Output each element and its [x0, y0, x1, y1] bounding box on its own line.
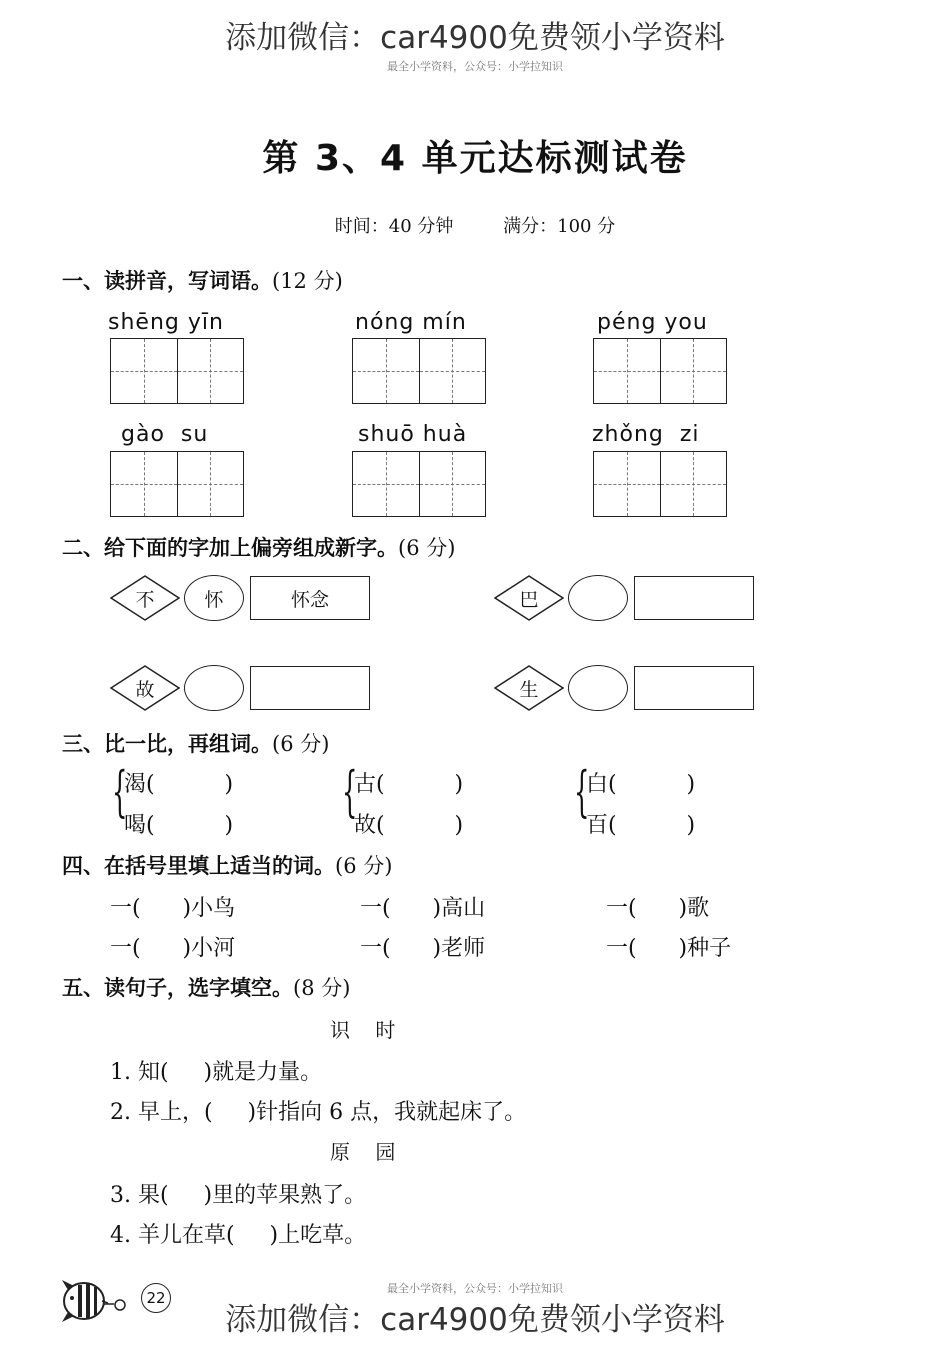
writing-grid-3[interactable] [593, 338, 727, 404]
word-box-4[interactable] [634, 666, 754, 710]
diamond-char-4: 生 [494, 665, 564, 711]
compare-2b[interactable]: 故( ) [354, 813, 464, 838]
fill-2[interactable]: 一( )高山 [360, 896, 486, 921]
page-title: 第 3、4 单元达标测试卷 [262, 138, 688, 179]
section5-heading: 五、读句子，选字填空。(8 分) [62, 976, 351, 1000]
writing-grid-5[interactable] [352, 451, 486, 517]
faint-footer: 最全小学资料，公众号：小学拉知识 [387, 1282, 563, 1295]
oval-char-3[interactable] [184, 665, 244, 711]
diamond-char-1: 不 [110, 575, 180, 621]
sentence-1[interactable]: 1. 知( )就是力量。 [110, 1060, 323, 1085]
fill-4[interactable]: 一( )小河 [110, 936, 236, 961]
brace-3: { [574, 760, 590, 823]
sentence-3[interactable]: 3. 果( )里的苹果熟了。 [110, 1183, 367, 1208]
section4-heading: 四、在括号里填上适当的词。(6 分) [62, 854, 393, 878]
writing-grid-1[interactable] [110, 338, 244, 404]
word-box-2[interactable] [634, 576, 754, 620]
oval-char-2[interactable] [568, 575, 628, 621]
score-label: 满分：100 分 [503, 216, 616, 237]
compare-3b[interactable]: 百( ) [586, 813, 696, 838]
fill-5[interactable]: 一( )老师 [360, 936, 486, 961]
word-box-3[interactable] [250, 666, 370, 710]
compare-1b[interactable]: 喝( ) [124, 813, 234, 838]
writing-grid-6[interactable] [593, 451, 727, 517]
choice-chars-1: 识 时 [330, 1018, 396, 1042]
diamond-char-3: 故 [110, 665, 180, 711]
pinyin-1: shēng yīn [108, 310, 224, 335]
diamond-char-2: 巴 [494, 575, 564, 621]
section3-heading: 三、比一比，再组词。(6 分) [62, 732, 330, 756]
compare-3a[interactable]: 白( ) [586, 772, 696, 797]
oval-char-4[interactable] [568, 665, 628, 711]
sentence-2[interactable]: 2. 早上，( )针指向 6 点，我就起床了。 [110, 1100, 527, 1125]
compare-2a[interactable]: 古( ) [354, 772, 464, 797]
pinyin-5: shuō huà [358, 422, 468, 447]
pinyin-4: gào su [121, 422, 209, 447]
watermark-bottom: 添加微信：car4900免费领小学资料 [225, 1302, 725, 1338]
exam-meta [0, 212, 950, 238]
section2-heading: 二、给下面的字加上偏旁组成新字。(6 分) [62, 536, 456, 560]
brace-1: { [112, 760, 128, 823]
pinyin-3: péng you [597, 310, 708, 335]
fill-3[interactable]: 一( )歌 [606, 896, 710, 921]
page-number: 22 [141, 1283, 171, 1313]
compare-1a[interactable]: 渴( ) [124, 772, 234, 797]
time-label: 时间：40 分钟 [334, 216, 454, 237]
oval-char-1[interactable]: 怀 [184, 575, 244, 621]
choice-chars-2: 原 园 [330, 1140, 396, 1164]
pinyin-2: nóng mín [355, 310, 467, 335]
fill-6[interactable]: 一( )种子 [606, 936, 732, 961]
faint-header: 最全小学资料，公众号：小学拉知识 [387, 60, 563, 73]
pinyin-6: zhǒng zi [592, 422, 700, 447]
section1-heading: 一、读拼音，写词语。(12 分) [62, 269, 343, 293]
watermark-top: 添加微信：car4900免费领小学资料 [225, 20, 725, 56]
writing-grid-4[interactable] [110, 451, 244, 517]
brace-2: { [342, 760, 358, 823]
fill-1[interactable]: 一( )小鸟 [110, 896, 236, 921]
word-box-1[interactable]: 怀念 [250, 576, 370, 620]
sentence-4[interactable]: 4. 羊儿在草( )上吃草。 [110, 1223, 367, 1248]
writing-grid-2[interactable] [352, 338, 486, 404]
